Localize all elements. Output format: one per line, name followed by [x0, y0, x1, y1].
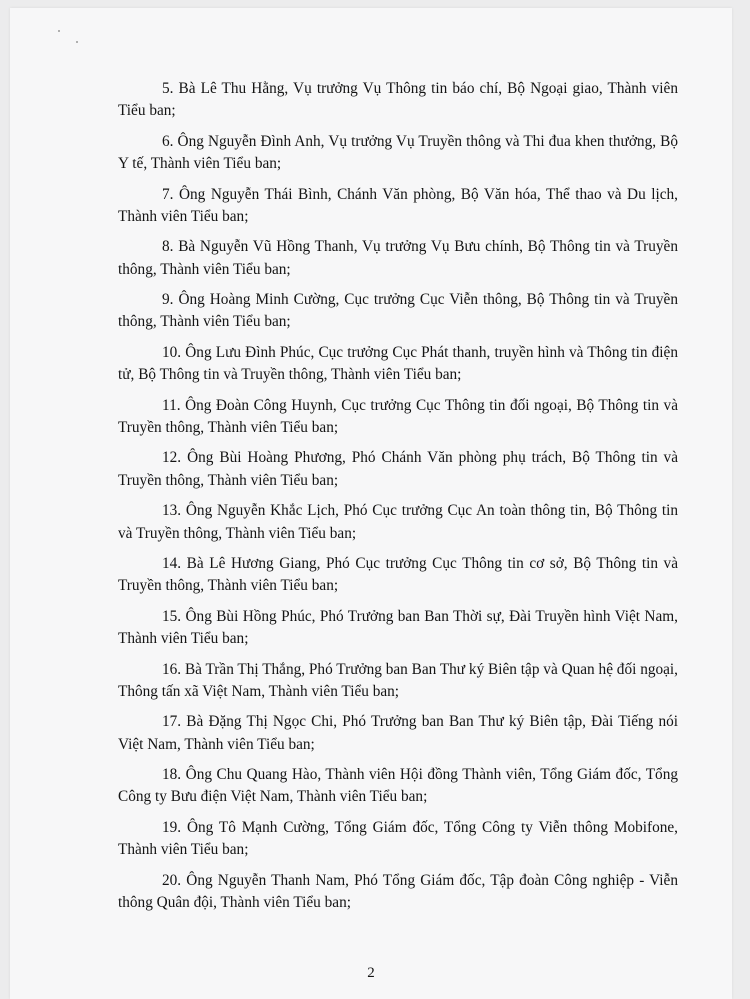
list-item: 16. Bà Trần Thị Thắng, Phó Trưởng ban Ban Thư ký Biên tập và Quan hệ đối ngoại, Thông tấn xã Việt Nam, Thành viên Tiểu ban; — [118, 660, 678, 700]
list-item: 10. Ông Lưu Đình Phúc, Cục trưởng Cục Phát thanh, truyền hình và Thông tin điện tử, Bộ Thông tin và Truyền thông, Thành viên Tiểu ban; — [118, 343, 678, 384]
scan-speck — [76, 41, 78, 43]
list-item: 6. Ông Nguyễn Đình Anh, Vụ trưởng Vụ Truyền thông và Thi đua khen thưởng, Bộ Y tế, Thành viên Tiểu ban; — [118, 132, 678, 173]
list-item: 15. Ông Bùi Hồng Phúc, Phó Trưởng ban Ban Thời sự, Đài Truyền hình Việt Nam, Thành viên Tiểu ban; — [118, 607, 678, 648]
member-list — [118, 78, 678, 923]
list-item: 13. Ông Nguyễn Khắc Lịch, Phó Cục trưởng Cục An toàn thông tin, Bộ Thông tin và Truyền thông, Thành viên Tiểu ban; — [118, 502, 678, 542]
list-item: 8. Bà Nguyễn Vũ Hồng Thanh, Vụ trưởng Vụ Bưu chính, Bộ Thông tin và Truyền thông, Thành viên Tiểu ban; — [118, 238, 678, 278]
page-number: 2 — [367, 965, 375, 981]
list-item: 12. Ông Bùi Hoàng Phương, Phó Chánh Văn phòng phụ trách, Bộ Thông tin và Truyền thông, Thành viên Tiểu ban; — [118, 449, 678, 489]
list-item: 20. Ông Nguyễn Thanh Nam, Phó Tổng Giám đốc, Tập đoàn Công nghiệp - Viễn thông Quân đội, Thành viên Tiểu ban; — [118, 871, 678, 912]
list-item: 14. Bà Lê Hương Giang, Phó Cục trưởng Cục Thông tin cơ sở, Bộ Thông tin và Truyền thông, Thành viên Tiểu ban; — [118, 555, 678, 595]
list-item: 18. Ông Chu Quang Hào, Thành viên Hội đồng Thành viên, Tổng Giám đốc, Tổng Công ty Bưu điện Việt Nam, Thành viên Tiểu ban; — [118, 766, 678, 806]
list-item: 19. Ông Tô Mạnh Cường, Tổng Giám đốc, Tổng Công ty Viễn thông Mobifone, Thành viên Tiểu ban; — [118, 818, 678, 859]
list-item: 17. Bà Đặng Thị Ngọc Chi, Phó Trưởng ban Ban Thư ký Biên tập, Đài Tiếng nói Việt Nam, Thành viên Tiểu ban; — [118, 713, 678, 753]
scan-speck — [58, 30, 60, 32]
list-item: 9. Ông Hoàng Minh Cường, Cục trưởng Cục Viễn thông, Bộ Thông tin và Truyền thông, Thành viên Tiểu ban; — [118, 291, 678, 331]
list-item: 11. Ông Đoàn Công Huynh, Cục trưởng Cục Thông tin đối ngoại, Bộ Thông tin và Truyền thông, Thành viên Tiểu ban; — [118, 396, 678, 436]
document-page — [10, 8, 732, 999]
list-item: 5. Bà Lê Thu Hằng, Vụ trưởng Vụ Thông tin báo chí, Bộ Ngoại giao, Thành viên Tiểu ban; — [118, 80, 678, 120]
list-item: 7. Ông Nguyễn Thái Bình, Chánh Văn phòng, Bộ Văn hóa, Thể thao và Du lịch, Thành viên Tiểu ban; — [118, 185, 678, 225]
